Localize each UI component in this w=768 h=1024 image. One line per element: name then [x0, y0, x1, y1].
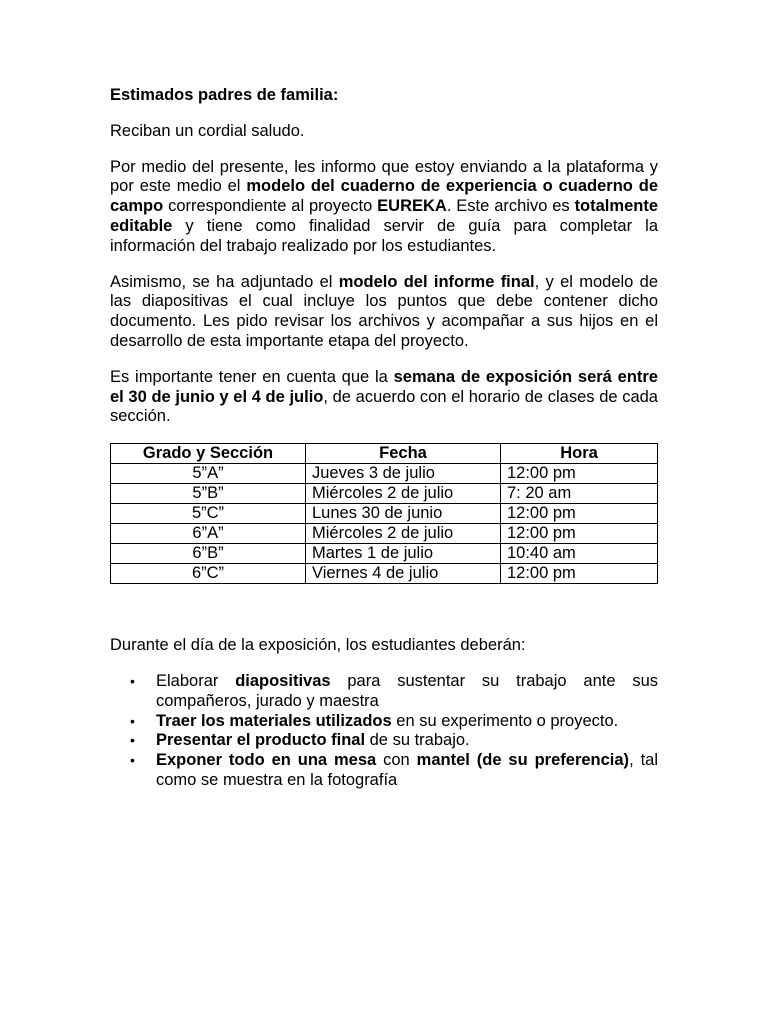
exposition-week-emphasis: semana de exposición será entre el 30 de junio y el 4 de julio: [110, 367, 658, 406]
cell-time: 12:00 pm: [501, 504, 658, 524]
cell-grade-section: 5”B”: [111, 484, 306, 504]
table-row: [111, 524, 658, 544]
header-time: Hora: [501, 444, 658, 464]
project-name-emphasis: EUREKA: [377, 197, 447, 216]
cell-date: Miércoles 2 de julio: [306, 484, 501, 504]
schedule-table: [110, 443, 658, 584]
item-text: en su experimento o proyecto.: [391, 711, 619, 730]
table-row: [111, 544, 658, 564]
bullet-icon: •: [130, 712, 135, 729]
cell-grade-section: 5”A”: [111, 464, 306, 484]
item-emphasis: diapositivas: [235, 671, 331, 690]
paragraph-final-report: [110, 273, 658, 352]
item-emphasis: mantel (de su preferencia): [416, 751, 630, 770]
paragraph-text: y tiene como finalidad servir de guía para completar la información del trabajo realizado por los estudiantes.: [110, 216, 658, 255]
bullet-icon: •: [130, 732, 135, 749]
cell-time: 12:00 pm: [501, 524, 658, 544]
cell-date: Martes 1 de julio: [306, 544, 501, 564]
item-emphasis: Exponer todo en una mesa: [156, 751, 377, 770]
editable-emphasis: totalmente editable: [110, 197, 658, 235]
letter-greeting: Estimados padres de familia:: [110, 86, 339, 104]
cell-date: Miércoles 2 de julio: [306, 524, 501, 544]
requirements-list: [110, 672, 658, 791]
cell-time: 12:00 pm: [501, 464, 658, 484]
cell-date: Jueves 3 de julio: [306, 464, 501, 484]
item-emphasis: Presentar el producto final: [156, 731, 366, 750]
cell-time: 10:40 am: [501, 544, 658, 564]
list-item: [110, 751, 658, 791]
paragraph-text: , de acuerdo con el horario de clases de cada sección.: [110, 387, 658, 426]
paragraph-exposition-week: [110, 368, 658, 427]
cell-grade-section: 5”C”: [111, 504, 306, 524]
cell-grade-section: 6”C”: [111, 564, 306, 584]
cell-date: Viernes 4 de julio: [306, 564, 501, 584]
table-row: [111, 464, 658, 484]
table-row: [111, 484, 658, 504]
cell-grade-section: 6”A”: [111, 524, 306, 544]
final-report-emphasis: modelo del informe final: [338, 272, 535, 291]
paragraph-text: Es importante tener en cuenta que la: [110, 367, 394, 386]
list-item: [110, 672, 658, 712]
header-date: Fecha: [306, 444, 501, 464]
cell-time: 7: 20 am: [501, 484, 658, 504]
table-row: [111, 564, 658, 584]
paragraph-text: Asimismo, se ha adjuntado el: [110, 272, 339, 291]
table-row: [111, 504, 658, 524]
item-text: Elaborar: [156, 671, 236, 690]
paragraph-text: , y el modelo de las diapositivas el cual incluye los puntos que debe contener dicho documento. Les pido revisar los archivos y acompañar a sus hijos en el desarrollo de esta importante etapa del proyecto.: [110, 272, 659, 350]
bullet-icon: •: [130, 752, 135, 769]
item-text: de su trabajo.: [365, 731, 470, 750]
item-text: , tal como se muestra en la fotografía: [156, 751, 658, 789]
header-grade-section: Grado y Sección: [111, 444, 306, 464]
cell-time: 12:00 pm: [501, 564, 658, 584]
item-text: con: [376, 751, 417, 770]
bullet-icon: •: [130, 672, 135, 689]
paragraph-text: correspondiente al proyecto: [163, 197, 378, 216]
letter-document: [110, 86, 658, 791]
list-item: [110, 731, 658, 751]
item-text: para sustentar su trabajo ante sus compañeros, jurado y maestra: [156, 671, 658, 710]
notebook-model-emphasis: modelo del cuaderno de experiencia o cuaderno de campo: [110, 177, 658, 216]
cell-grade-section: 6”B”: [111, 544, 306, 564]
paragraph-text: Por medio del presente, les informo que estoy enviando a la plataforma y por este medio el: [110, 157, 658, 196]
cell-date: Lunes 30 de junio: [306, 504, 501, 524]
list-item: [110, 712, 658, 732]
paragraph-platform-files: [110, 158, 658, 257]
table-header-row: [111, 444, 658, 464]
item-emphasis: Traer los materiales utilizados: [156, 711, 392, 730]
closing-line: Durante el día de la exposición, los estudiantes deberán:: [110, 636, 526, 655]
letter-salutation: Reciban un cordial saludo.: [110, 121, 305, 140]
paragraph-text: . Este archivo es: [446, 197, 575, 216]
